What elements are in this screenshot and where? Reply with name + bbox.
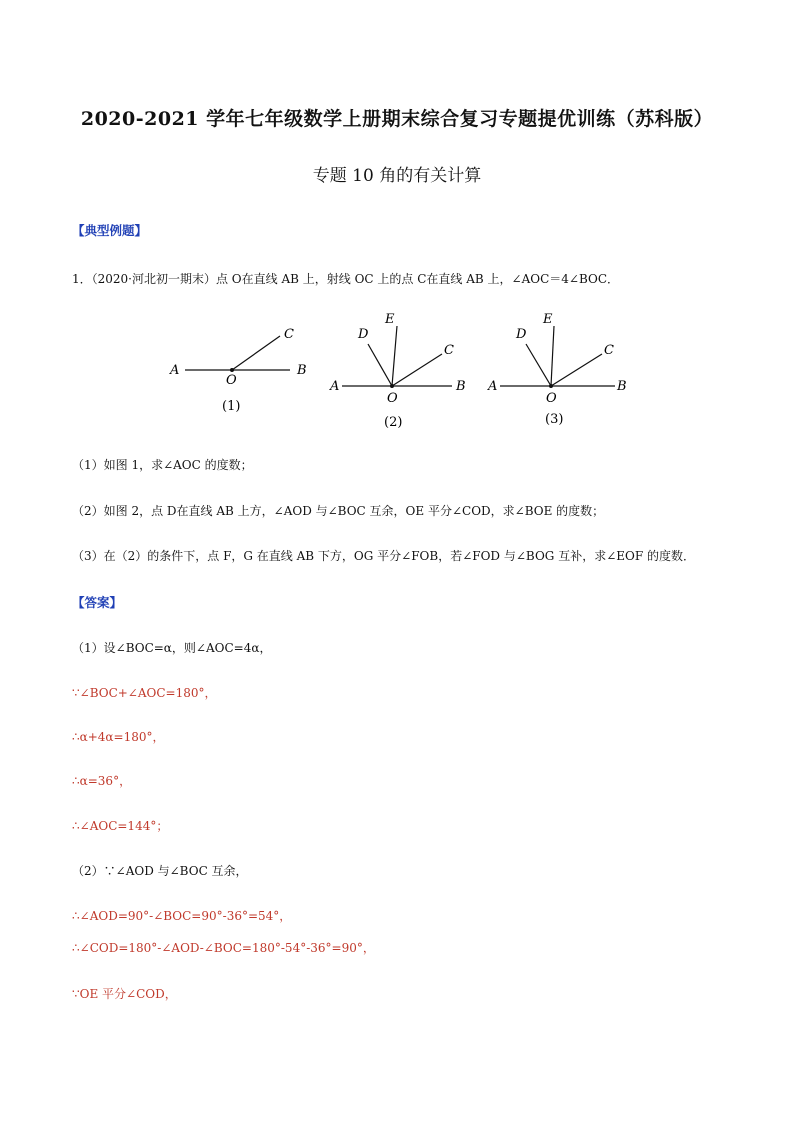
label-c: C bbox=[604, 343, 614, 358]
label-e: E bbox=[385, 312, 395, 327]
point-o bbox=[230, 368, 234, 372]
question-part-1: （1）如图 1，求∠AOC 的度数； bbox=[72, 458, 253, 472]
label-d: D bbox=[358, 327, 369, 342]
ray-oc bbox=[551, 354, 602, 386]
ray-od bbox=[526, 344, 551, 386]
answer-line: ∵OE 平分∠COD， bbox=[72, 987, 177, 1001]
label-c: C bbox=[284, 327, 294, 342]
question-part-3: （3）在（2）的条件下，点 F，G 在直线 AB 下方，OG 平分∠FOB，若∠FOD 与∠BOG 互补，求∠EOF 的度数． bbox=[72, 549, 695, 563]
label-b: B bbox=[617, 379, 627, 394]
page-title: 2020-2021 学年七年级数学上册期末综合复习专题提优训练（苏科版） bbox=[80, 108, 714, 130]
ray-od bbox=[368, 344, 392, 386]
section-answer-heading: 【答案】 bbox=[72, 595, 123, 610]
answer-line: ∴∠AOC=144°； bbox=[72, 819, 169, 833]
figure-3 bbox=[480, 308, 630, 433]
answer-line: ∴∠COD=180°-∠AOD-∠BOC=180°-54°-36°=90°， bbox=[72, 941, 375, 955]
answer-line: ∵∠BOC+∠AOC=180°， bbox=[72, 686, 217, 700]
label-o: O bbox=[226, 373, 237, 388]
label-a: A bbox=[488, 379, 498, 394]
page-subtitle: 专题 10 角的有关计算 bbox=[312, 166, 482, 186]
label-e: E bbox=[543, 312, 553, 327]
answer-line: （1）设∠BOC=α，则∠AOC=4α， bbox=[72, 641, 272, 655]
figure-1-caption: (1) bbox=[222, 399, 241, 414]
question-part-2: （2）如图 2，点 D在直线 AB 上方，∠AOD 与∠BOC 互余，OE 平分∠COD，求∠BOE 的度数； bbox=[72, 504, 605, 518]
label-d: D bbox=[516, 327, 527, 342]
label-o: O bbox=[387, 391, 398, 406]
label-c: C bbox=[444, 343, 454, 358]
answer-line: （2）∵∠AOD 与∠BOC 互余， bbox=[72, 864, 248, 878]
label-o: O bbox=[546, 391, 557, 406]
section-example-heading: 【典型例题】 bbox=[72, 223, 148, 238]
figure-2 bbox=[322, 308, 472, 433]
point-o bbox=[390, 384, 394, 388]
figure-3-caption: (3) bbox=[545, 412, 564, 427]
ray-oc bbox=[392, 354, 442, 386]
point-o bbox=[549, 384, 553, 388]
answer-line: ∴∠AOD=90°-∠BOC=90°-36°=54°， bbox=[72, 909, 292, 923]
ray-oe bbox=[551, 326, 554, 386]
figure-2-caption: (2) bbox=[384, 415, 403, 430]
answer-line: ∴α+4α=180°， bbox=[72, 730, 165, 744]
label-b: B bbox=[297, 363, 307, 378]
label-a: A bbox=[170, 363, 180, 378]
label-b: B bbox=[456, 379, 466, 394]
answer-line: ∴α=36°， bbox=[72, 774, 132, 788]
ray-oc bbox=[232, 336, 280, 370]
ray-oe bbox=[392, 326, 397, 386]
figure-1 bbox=[160, 318, 320, 418]
label-a: A bbox=[330, 379, 340, 394]
question-stem: 1．（2020·河北初一期末）点 O在直线 AB 上，射线 OC 上的点 C在直线 AB 上，∠AOC＝4∠BOC． bbox=[72, 272, 620, 286]
